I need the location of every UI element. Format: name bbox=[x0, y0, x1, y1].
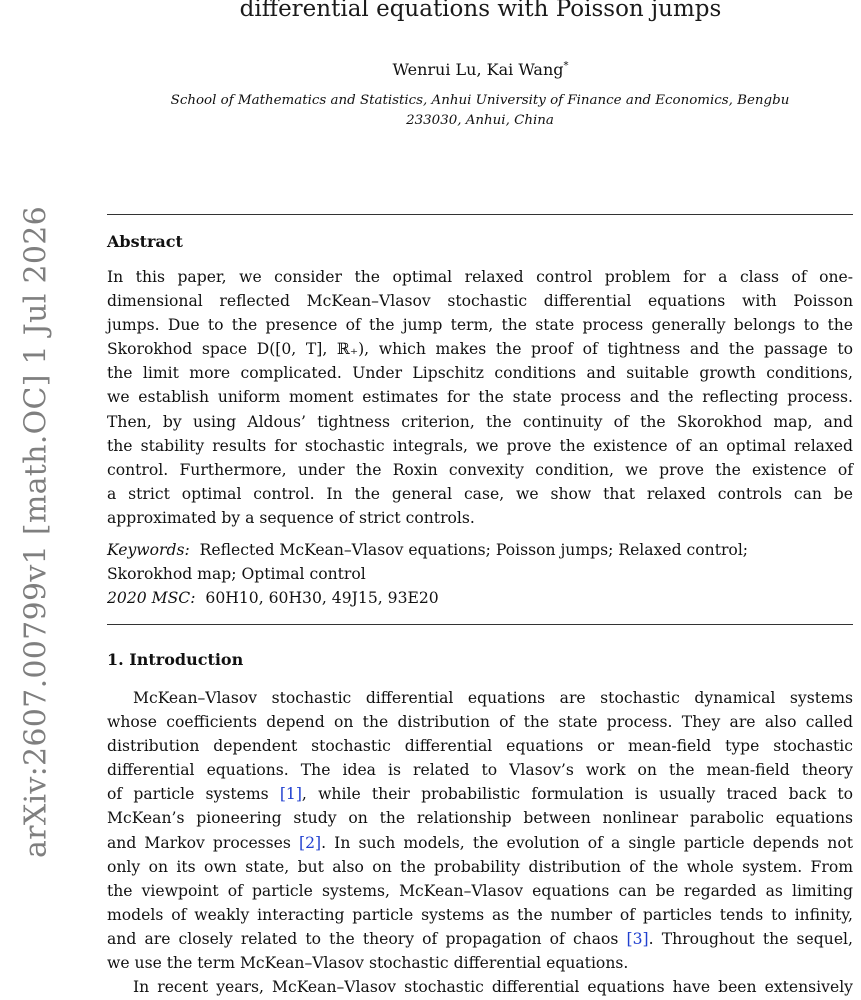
abstract-line: approximated by a sequence of strict controls. bbox=[107, 508, 475, 527]
intro-line-text: and Markov processes bbox=[107, 833, 300, 852]
abstract-line: control. Furthermore, under the Roxin convexity condition, we prove the existence of bbox=[107, 460, 853, 479]
abstract-line: a strict optimal control. In the general case, we show that relaxed controls can be bbox=[107, 484, 853, 503]
citation-link[interactable]: [3] bbox=[626, 929, 649, 948]
intro-line-text: the viewpoint of particle systems, McKean–Vlasov equations can be regarded as limiting bbox=[107, 881, 853, 900]
keywords-label: Keywords: bbox=[107, 541, 190, 559]
keywords-text: Reflected McKean–Vlasov equations; Poisson jumps; Relaxed control; bbox=[199, 541, 749, 559]
abstract-line: In this paper, we consider the optimal relaxed control problem for a class of one- bbox=[107, 268, 853, 286]
intro-line-text: only on its own state, but also on the probability distribution of the whole system. From bbox=[107, 857, 853, 876]
intro-line bbox=[107, 855, 853, 879]
intro-line-text: whose coefficients depend on the distribution of the state process. They are also called bbox=[107, 713, 853, 732]
abstract-heading: Abstract bbox=[107, 232, 183, 251]
affiliation-line: School of Mathematics and Statistics, Anhui University of Finance and Economics, Bengbu bbox=[170, 93, 790, 108]
abstract-line: dimensional reflected McKean–Vlasov stochastic differential equations with Poisson bbox=[107, 292, 853, 311]
authors-names: Wenrui Lu, Kai Wang bbox=[392, 60, 564, 79]
arxiv-identifier-stamp[interactable]: arXiv:2607.00799v1 [math.OC] 1 Jul 2026 bbox=[18, 205, 54, 859]
intro-line-text: we use the term McKean–Vlasov stochastic differential equations. bbox=[107, 954, 629, 973]
abstract-line: we establish uniform moment estimates for the state process and the reflecting process. bbox=[107, 388, 853, 407]
intro-line bbox=[107, 903, 853, 927]
intro-line bbox=[107, 879, 853, 903]
intro-line-text: McKean’s pioneering study on the relationship between nonlinear parabolic equations bbox=[107, 809, 853, 828]
intro-line-text: models of weakly interacting particle systems as the number of particles tends to infinity, bbox=[107, 905, 853, 924]
intro-line-text: of particle systems bbox=[107, 785, 280, 804]
intro-line-text: . Throughout the sequel, bbox=[648, 929, 853, 948]
intro-line bbox=[107, 975, 853, 999]
abstract-body bbox=[107, 265, 853, 530]
abstract-line: Skorokhod space D([0, T], ℝ₊), which makes the proof of tightness and the passage to bbox=[107, 340, 853, 359]
affiliation-line: 233030, Anhui, China bbox=[406, 113, 554, 128]
keywords-continuation: Skorokhod map; Optimal control bbox=[107, 565, 366, 583]
intro-line-text: distribution dependent stochastic differential equations or mean-field type stochastic bbox=[107, 737, 853, 756]
top-divider bbox=[107, 214, 853, 215]
msc-codes: 60H10, 60H30, 49J15, 93E20 bbox=[205, 589, 439, 607]
msc-line bbox=[107, 586, 853, 610]
intro-line bbox=[107, 734, 853, 758]
abstract-line: Then, by using Aldous’ tightness criterion, the continuity of the Skorokhod map, and bbox=[107, 412, 853, 431]
keywords-line bbox=[107, 538, 853, 562]
intro-line bbox=[107, 831, 853, 855]
intro-line-text: In recent years, McKean–Vlasov stochastic differential equations have been extensively bbox=[133, 978, 853, 997]
paper-title: differential equations with Poisson jumps bbox=[239, 0, 722, 22]
intro-line-text: McKean–Vlasov stochastic differential equations are stochastic dynamical systems bbox=[133, 689, 853, 707]
intro-line-text: differential equations. The idea is related to Vlasov’s work on the mean-field theory bbox=[107, 761, 853, 780]
keywords-block bbox=[107, 538, 853, 610]
intro-line-text: and are closely related to the theory of propagation of chaos bbox=[107, 929, 627, 948]
section-heading-introduction: 1. Introduction bbox=[107, 650, 244, 669]
intro-line bbox=[107, 782, 853, 806]
intro-line bbox=[107, 710, 853, 734]
intro-line bbox=[107, 686, 853, 710]
intro-line bbox=[107, 806, 853, 830]
intro-line bbox=[107, 927, 853, 951]
citation-link[interactable]: [1] bbox=[279, 785, 302, 804]
intro-line-text: , while their probabilistic formulation is usually traced back to bbox=[301, 785, 853, 804]
msc-label: 2020 MSC: bbox=[107, 589, 196, 607]
intro-line-text: . In such models, the evolution of a single particle depends not bbox=[321, 833, 853, 852]
author-line bbox=[100, 60, 861, 79]
abstract-bottom-divider bbox=[107, 624, 853, 625]
intro-line bbox=[107, 758, 853, 782]
abstract-line: the stability results for stochastic integrals, we prove the existence of an optimal relaxed bbox=[107, 436, 853, 455]
intro-line bbox=[107, 951, 853, 975]
corresponding-author-mark: * bbox=[563, 60, 569, 72]
abstract-line: the limit more complicated. Under Lipschitz conditions and suitable growth conditions, bbox=[107, 364, 853, 383]
affiliation bbox=[140, 91, 820, 131]
abstract-line: jumps. Due to the presence of the jump term, the state process generally belongs to the bbox=[107, 316, 853, 335]
citation-link[interactable]: [2] bbox=[299, 833, 322, 852]
introduction-body bbox=[107, 686, 853, 999]
